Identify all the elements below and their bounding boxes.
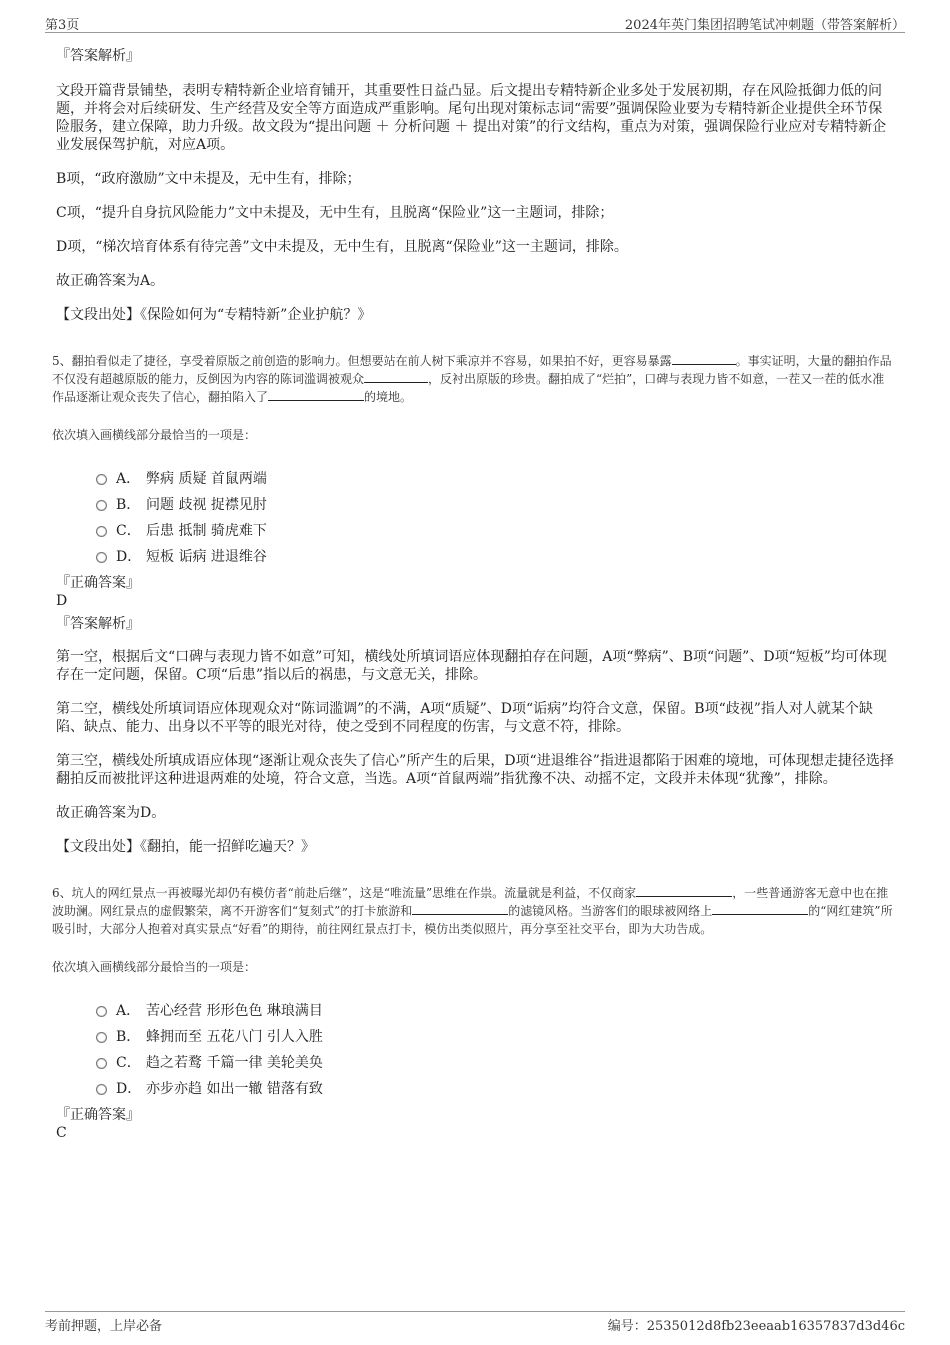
analysis-label: 『答案解析』: [56, 616, 140, 632]
option-b[interactable]: B． 问题 歧视 捉襟见肘: [96, 492, 896, 518]
analysis-label: 『答案解析』: [56, 48, 140, 64]
radio-icon[interactable]: [96, 500, 107, 511]
correct-answer-label: 『正确答案』: [56, 1107, 140, 1123]
options-list: [96, 466, 896, 570]
fill-blank: [712, 902, 808, 915]
option-a[interactable]: A． 弊病 质疑 首鼠两端: [96, 466, 896, 492]
radio-icon[interactable]: [96, 552, 107, 563]
page-header: [45, 12, 905, 33]
question-prompt: 依次填入画横线部分最恰当的一项是：: [52, 428, 257, 442]
analysis-paragraph: 故正确答案为A。: [56, 273, 165, 289]
question-5-text: 5、翻拍看似走了捷径，享受着原版之前创造的影响力。但想要站在前人树下乘凉并不容易，如果拍不好，更容易暴露 。事实证明，大量的翻拍作品不仅没有超越原版的能力，反倒因为内容的陈词滥调被观众 ，反衬出原版的珍贵。翻拍成了“烂拍”，口碑与表现力皆不如意，一茬又一茬的低水准作品逐渐让观众丧失了信心，翻拍陷入了 的境地。: [52, 354, 892, 404]
correct-answer: D: [56, 593, 68, 609]
radio-icon[interactable]: [96, 1006, 107, 1017]
passage-source: 【文段出处】《保险如何为“专精特新”企业护航？》: [56, 307, 372, 323]
correct-answer: C: [56, 1125, 67, 1141]
question-6-text: 6、坑人的网红景点一再被曝光却仍有模仿者“前赴后继”，这是“唯流量”思维在作祟。流量就是利益，不仅商家 ，一些普通游客无意中也在推波助澜。网红景点的虚假繁荣，离不开游客们“复刻式”的打卡旅游和 的滤镜风格。当游客们的眼球被网络上 的“网红建筑”所吸引时，大部分人抱着对真实景点“好看”的期待，前往网红景点打卡，模仿出类似照片，再分享至社交平台，即为大功告成。: [52, 886, 893, 936]
correct-answer-label: 『正确答案』: [56, 575, 140, 591]
question-prompt: 依次填入画横线部分最恰当的一项是：: [52, 960, 257, 974]
analysis-paragraph: D项，“梯次培育体系有待完善”文中未提及，无中生有，且脱离“保险业”这一主题词，排除。: [56, 239, 628, 255]
option-b[interactable]: B． 蜂拥而至 五花八门 引人入胜: [96, 1024, 896, 1050]
analysis-paragraph: 第二空，横线处所填词语应体现观众对“陈词滥调”的不满，A项“质疑”、D项“诟病”均符合文意，保留。B项“歧视”指人对人就某个缺陷、缺点、能力、出身以不平等的眼光对待，使之受到不同程度的伤害，与文意不符，排除。: [56, 701, 873, 735]
option-c[interactable]: C． 后患 抵制 骑虎难下: [96, 518, 896, 544]
options-list: [96, 998, 896, 1102]
radio-icon[interactable]: [96, 526, 107, 537]
option-d[interactable]: D． 短板 诟病 进退维谷: [96, 544, 896, 570]
analysis-paragraph: 第一空，根据后文“口碑与表现力皆不如意”可知，横线处所填词语应体现翻拍存在问题，A项“弊病”、B项“问题”、D项“短板”均可体现存在一定问题，保留。C项“后患”指以后的祸患，与文意无关，排除。: [56, 649, 887, 683]
radio-icon[interactable]: [96, 1084, 107, 1095]
document-id: 编号：2535012d8fb23eeaab16357837d3d46c: [607, 1319, 905, 1334]
fill-blank: [364, 370, 428, 383]
radio-icon[interactable]: [96, 1032, 107, 1043]
radio-icon[interactable]: [96, 1058, 107, 1069]
fill-blank: [412, 902, 508, 915]
footer-slogan: 考前押题，上岸必备: [45, 1319, 163, 1334]
page-number: 第3页: [45, 18, 80, 33]
option-d[interactable]: D． 亦步亦趋 如出一辙 错落有致: [96, 1076, 896, 1102]
analysis-paragraph: C项，“提升自身抗风险能力”文中未提及，无中生有，且脱离“保险业”这一主题词，排除；: [56, 205, 614, 221]
option-c[interactable]: C． 趋之若鹜 千篇一律 美轮美奂: [96, 1050, 896, 1076]
radio-icon[interactable]: [96, 474, 107, 485]
analysis-paragraph: 文段开篇背景铺垫，表明专精特新企业培育铺开，其重要性日益凸显。后文提出专精特新企业多处于发展初期，存在风险抵御力低的问题，并将会对后续研发、生产经营及安全等方面造成严重影响。尾句出现对策标志词“需要”强调保险业要为专精特新企业提供全环节保险服务，建立保障，助力升级。故文段为“提出问题 ＋ 分析问题 ＋ 提出对策”的行文结构，重点为对策，强调保险行业应对专精特新企业发展保驾护航，对应A项。: [56, 83, 887, 153]
analysis-paragraph: 故正确答案为D。: [56, 805, 166, 821]
fill-blank: [672, 352, 736, 365]
page-content: [52, 46, 896, 1146]
document-title: 2024年英门集团招聘笔试冲刺题（带答案解析）: [624, 18, 905, 33]
fill-blank: [268, 388, 364, 401]
option-a[interactable]: A． 苦心经营 形形色色 琳琅满目: [96, 998, 896, 1024]
analysis-paragraph: B项，“政府激励”文中未提及，无中生有，排除；: [56, 171, 361, 187]
passage-source: 【文段出处】《翻拍，能一招鲜吃遍天？》: [56, 839, 315, 855]
analysis-paragraph: 第三空，横线处所填成语应体现“逐渐让观众丧失了信心”所产生的后果，D项“进退维谷”指进退都陷于困难的境地，可体现想走捷径选择翻拍反而被批评这种进退两难的处境，符合文意，当选。A项“首鼠两端”指犹豫不决、动摇不定，文段并未体现“犹豫”，排除。: [56, 753, 894, 787]
page-footer: [45, 1311, 905, 1334]
fill-blank: [636, 884, 732, 897]
